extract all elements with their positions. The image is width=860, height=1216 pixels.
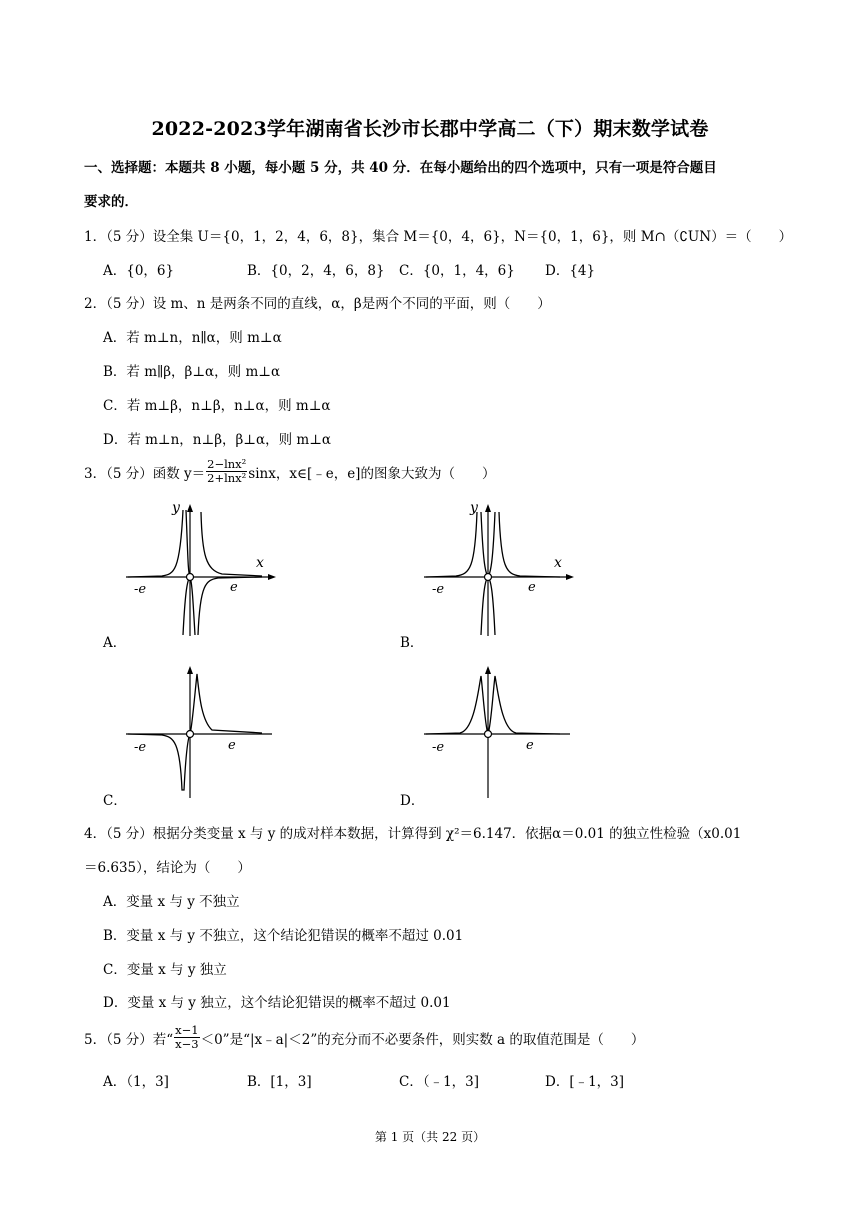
question-5-fraction-denominator: x−3	[175, 1037, 199, 1051]
graph-d	[420, 662, 580, 802]
question-4-line1: 4．（5 分）根据分类变量 x 与 y 的成对样本数据，计算得到 χ²＝6.147．依据α＝0.01 的独立性检验（x0.01	[84, 826, 742, 842]
question-2-option-c: C．若 m⊥β，n⊥β，n⊥α，则 m⊥α	[103, 398, 331, 414]
question-5-prefix: 5．（5 分）若“	[84, 1031, 174, 1048]
question-2-stem: 2．（5 分）设 m、n 是两条不同的直线，α，β是两个不同的平面，则（ ）	[84, 296, 551, 312]
graph-a-tick-neg: -e	[134, 582, 147, 597]
page-footer: 第 1 页（共 22 页）	[374, 1130, 486, 1144]
question-5-option-c: C．（﹣1，3]	[399, 1074, 480, 1090]
question-1-option-a: A．{0，6}	[103, 263, 175, 279]
graph-d-tick-neg: -e	[432, 740, 445, 755]
graph-c-label: C．	[103, 793, 127, 809]
question-3-fraction-denominator: 2+lnx²	[207, 471, 247, 485]
graph-b-tick-pos: e	[528, 580, 536, 595]
question-3-stem	[84, 458, 495, 485]
question-1-option-d: D．{4}	[545, 263, 596, 279]
question-1-option-c: C．{0，1，4，6}	[399, 263, 515, 279]
page-title: 2022-2023学年湖南省长沙市长郡中学高二（下）期末数学试卷	[151, 118, 709, 140]
question-5-fraction	[174, 1024, 199, 1051]
question-5-fraction-numerator: x−1	[175, 1023, 199, 1037]
question-3-suffix: sinx，x∈[﹣e，e]的图象大致为（ ）	[248, 465, 496, 482]
graph-d-label: D．	[400, 793, 425, 809]
question-5-option-d: D．[﹣1，3]	[545, 1074, 625, 1090]
graph-b-y-label: y	[470, 500, 478, 516]
question-2-option-d: D．若 m⊥n，n⊥β，β⊥α，则 m⊥α	[103, 432, 332, 448]
graph-b	[420, 500, 580, 640]
question-3-prefix: 3．（5 分）函数 y＝	[84, 465, 206, 482]
graph-b-tick-neg: -e	[432, 582, 445, 597]
graph-a	[122, 500, 282, 640]
graph-c-tick-neg: -e	[134, 740, 147, 755]
question-4-option-b: B．变量 x 与 y 不独立，这个结论犯错误的概率不超过 0.01	[103, 928, 464, 944]
graph-c	[122, 662, 282, 802]
graph-a-tick-pos: e	[230, 580, 238, 595]
question-5-option-b: B．[1，3]	[247, 1074, 312, 1090]
section-heading-line1: 一、选择题：本题共 8 小题，每小题 5 分，共 40 分．在每小题给出的四个选项中，只有一项是符合题目	[84, 160, 717, 176]
question-3-fraction	[206, 458, 247, 485]
graph-a-y-label: y	[172, 500, 180, 516]
graph-b-label: B．	[400, 635, 424, 651]
graph-d-tick-pos: e	[526, 738, 534, 753]
question-4-option-a: A．变量 x 与 y 不独立	[103, 894, 240, 910]
question-2-option-b: B．若 m∥β，β⊥α，则 m⊥α	[103, 364, 281, 380]
question-3-fraction-numerator: 2−lnx²	[207, 457, 247, 471]
question-4-line2: ＝6.635），结论为（ ）	[84, 860, 251, 876]
question-1-stem: 1．（5 分）设全集 U＝{0，1，2，4，6，8}，集合 M＝{0，4，6}，N＝{0，1，6}，则 M∩（∁UN）＝（ ）	[84, 229, 793, 245]
question-5-stem	[84, 1024, 644, 1051]
question-4-option-c: C．变量 x 与 y 独立	[103, 962, 227, 978]
graph-c-tick-pos: e	[228, 738, 236, 753]
graph-a-x-label: x	[256, 555, 264, 571]
question-5-option-a: A．（1，3]	[103, 1074, 169, 1090]
section-heading-line2: 要求的．	[84, 194, 138, 210]
question-1-option-b: B．{0，2，4，6，8}	[247, 263, 385, 279]
question-4-option-d: D．变量 x 与 y 独立，这个结论犯错误的概率不超过 0.01	[103, 995, 451, 1011]
question-5-suffix: ＜0”是“|x﹣a|＜2”的充分而不必要条件，则实数 a 的取值范围是（ ）	[200, 1031, 645, 1048]
graph-b-x-label: x	[554, 555, 562, 571]
graph-a-label: A．	[103, 635, 127, 651]
question-2-option-a: A．若 m⊥n，n∥α，则 m⊥α	[103, 330, 282, 346]
